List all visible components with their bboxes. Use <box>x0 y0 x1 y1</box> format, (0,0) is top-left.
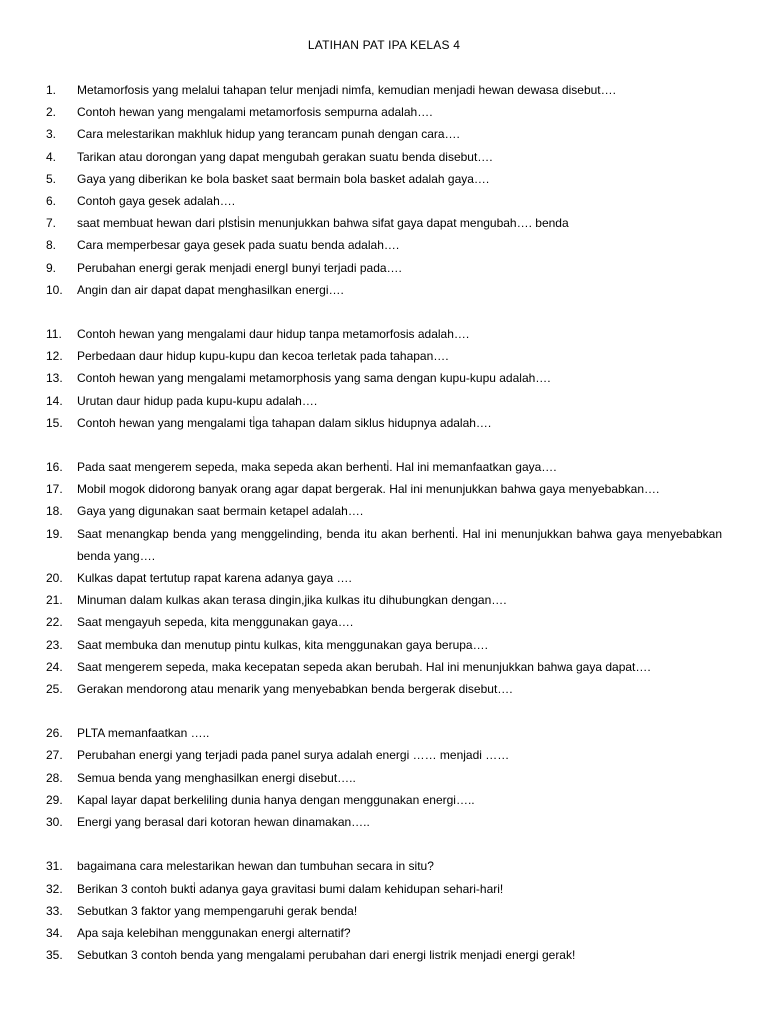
question-text: Perubahan energi yang terjadi pada panel surya adalah energi …… menjadi …… <box>77 748 510 763</box>
question-text: Contoh hewan yang mengalami metamorphosis yang sama dengan kupu-kupu adalah…. <box>77 371 551 386</box>
question-text: Urutan daur hidup pada kupu-kupu adalah…. <box>77 393 318 408</box>
question-item <box>46 634 722 656</box>
question-number: 7. <box>46 216 57 231</box>
question-text: Perubahan energi gerak menjadi energI bunyi terjadi pada…. <box>77 260 402 275</box>
question-item <box>46 101 722 123</box>
question-item <box>46 744 722 766</box>
question-item <box>46 811 722 833</box>
question-item <box>46 79 722 101</box>
question-item <box>46 922 722 944</box>
question-item <box>46 257 722 279</box>
question-number: 1. <box>46 83 57 97</box>
question-item <box>46 722 722 744</box>
question-number: 32. <box>46 881 63 896</box>
question-number: 5. <box>46 171 57 186</box>
question-number: 2. <box>46 105 57 120</box>
question-number: 21. <box>46 593 63 608</box>
question-item <box>46 855 722 877</box>
page-title: LATIHAN PAT IPA KELAS 4 <box>307 38 461 52</box>
question-item <box>46 345 722 367</box>
question-text: Gerakan mendorong atau menarik yang menyebabkan benda bergerak disebut…. <box>77 682 513 697</box>
question-number: 8. <box>46 238 57 253</box>
question-item <box>46 656 722 678</box>
question-text: Angin dan air dapat dapat menghasilkan energi…. <box>77 282 344 297</box>
question-text: Metamorfosis yang melalui tahapan telur menjadi nimfa, kemudian menjadi hewan dewasa disebut…. <box>77 83 616 97</box>
question-number: 3. <box>46 127 57 142</box>
question-group <box>46 722 722 833</box>
question-item <box>46 367 722 389</box>
question-text: Saat mengerem sepeda, maka kecepatan sepeda akan berubah. Hal ini menunjukkan bahwa gaya dapat…. <box>77 659 651 674</box>
question-group <box>46 855 722 966</box>
question-number: 33. <box>46 903 63 918</box>
question-item <box>46 589 722 611</box>
question-text: Saat mengayuh sepeda, kita menggunakan gaya…. <box>77 615 354 630</box>
question-group <box>46 79 722 301</box>
question-text: Saat menangkap benda yang menggelinding, benda itu akan berhenti̇. Hal ini menunjukkan bahwa gaya menyebabkan benda yang…. <box>77 526 722 563</box>
question-text: Gaya yang digunakan saat bermain ketapel adalah…. <box>77 504 364 519</box>
question-text: Kulkas dapat tertutup rapat karena adanya gaya …. <box>77 571 352 586</box>
question-number: 9. <box>46 260 57 275</box>
question-number: 29. <box>46 792 63 807</box>
question-number: 4. <box>46 149 57 164</box>
question-number: 18. <box>46 504 63 519</box>
question-item <box>46 944 722 966</box>
question-text: Contoh gaya gesek adalah…. <box>77 194 236 209</box>
question-number: 24. <box>46 659 63 674</box>
question-number: 26. <box>46 726 63 741</box>
question-text: Energi yang berasal dari kotoran hewan dinamakan….. <box>77 815 370 830</box>
question-item <box>46 611 722 633</box>
question-text: Tarikan atau dorongan yang dapat mengubah gerakan suatu benda disebut…. <box>77 149 493 164</box>
question-text: Berikan 3 contoh bukti̇ adanya gaya gravitasi bumi dalam kehidupan sehari-hari! <box>77 881 504 896</box>
question-text: Mobil mogok didorong banyak orang agar dapat bergerak. Hal ini menunjukkan bahwa gaya menyebabkan…. <box>77 482 660 497</box>
question-item <box>46 523 722 567</box>
question-number: 16. <box>46 460 63 475</box>
question-text: Apa saja kelebihan menggunakan energi alternatif? <box>77 925 351 940</box>
question-item <box>46 168 722 190</box>
question-number: 20. <box>46 571 63 586</box>
question-number: 31. <box>46 859 63 874</box>
question-group <box>46 456 722 700</box>
question-item <box>46 789 722 811</box>
question-text: Kapal layar dapat berkeliling dunia hanya dengan menggunakan energi….. <box>77 792 475 807</box>
question-number: 34. <box>46 925 63 940</box>
question-number: 13. <box>46 371 63 386</box>
question-text: Sebutkan 3 contoh benda yang mengalami perubahan dari energi listrik menjadi energi gerak! <box>77 948 576 963</box>
question-number: 25. <box>46 682 63 697</box>
question-text: Minuman dalam kulkas akan terasa dingin,jika kulkas itu dihubungkan dengan…. <box>77 593 507 608</box>
question-text: Perbedaan daur hidup kupu-kupu dan kecoa terletak pada tahapan…. <box>77 349 449 364</box>
question-number: 15. <box>46 415 63 430</box>
question-item <box>46 323 722 345</box>
question-item <box>46 500 722 522</box>
question-item <box>46 234 722 256</box>
question-number: 6. <box>46 194 57 209</box>
question-number: 19. <box>46 526 63 541</box>
question-item <box>46 190 722 212</box>
question-text: Cara memperbesar gaya gesek pada suatu benda adalah…. <box>77 238 400 253</box>
question-number: 10. <box>46 282 63 297</box>
question-item <box>46 567 722 589</box>
question-number: 28. <box>46 770 63 785</box>
question-item <box>46 878 722 900</box>
question-text: saat membuat hewan dari plsti̇sin menunjukkan bahwa sifat gaya dapat mengubah…. benda <box>77 216 569 231</box>
question-text: Gaya yang diberikan ke bola basket saat bermain bola basket adalah gaya…. <box>77 171 490 186</box>
question-number: 23. <box>46 637 63 652</box>
question-number: 35. <box>46 948 63 963</box>
question-number: 22. <box>46 615 63 630</box>
question-item <box>46 478 722 500</box>
question-item <box>46 279 722 301</box>
question-item <box>46 900 722 922</box>
question-item <box>46 767 722 789</box>
question-group <box>46 323 722 434</box>
question-item <box>46 212 722 234</box>
question-text: Contoh hewan yang mengalami ti̇ga tahapan dalam siklus hidupnya adalah…. <box>77 415 492 430</box>
question-number: 27. <box>46 748 63 763</box>
question-text: Sebutkan 3 faktor yang mempengaruhi gerak benda! <box>77 903 358 918</box>
question-number: 17. <box>46 482 63 497</box>
question-item <box>46 390 722 412</box>
question-text: Semua benda yang menghasilkan energi disebut….. <box>77 770 356 785</box>
question-item <box>46 678 722 700</box>
question-item <box>46 412 722 434</box>
question-text: Cara melestarikan makhluk hidup yang terancam punah dengan cara…. <box>77 127 460 142</box>
question-item <box>46 146 722 168</box>
question-item <box>46 456 722 478</box>
question-number: 12. <box>46 349 63 364</box>
question-text: Saat membuka dan menutup pintu kulkas, kita menggunakan gaya berupa…. <box>77 637 488 652</box>
question-number: 11. <box>46 327 62 342</box>
question-text: bagaimana cara melestarikan hewan dan tumbuhan secara in situ? <box>77 859 434 874</box>
question-text: PLTA memanfaatkan ….. <box>77 726 210 741</box>
question-list <box>46 79 722 988</box>
question-number: 30. <box>46 815 63 830</box>
question-text: Contoh hewan yang mengalami metamorfosis sempurna adalah…. <box>77 105 433 120</box>
question-text: Contoh hewan yang mengalami daur hidup tanpa metamorfosis adalah…. <box>77 327 470 342</box>
question-number: 14. <box>46 393 63 408</box>
question-text: Pada saat mengerem sepeda, maka sepeda akan berhenti̇. Hal ini memanfaatkan gaya…. <box>77 460 557 475</box>
question-item <box>46 123 722 145</box>
